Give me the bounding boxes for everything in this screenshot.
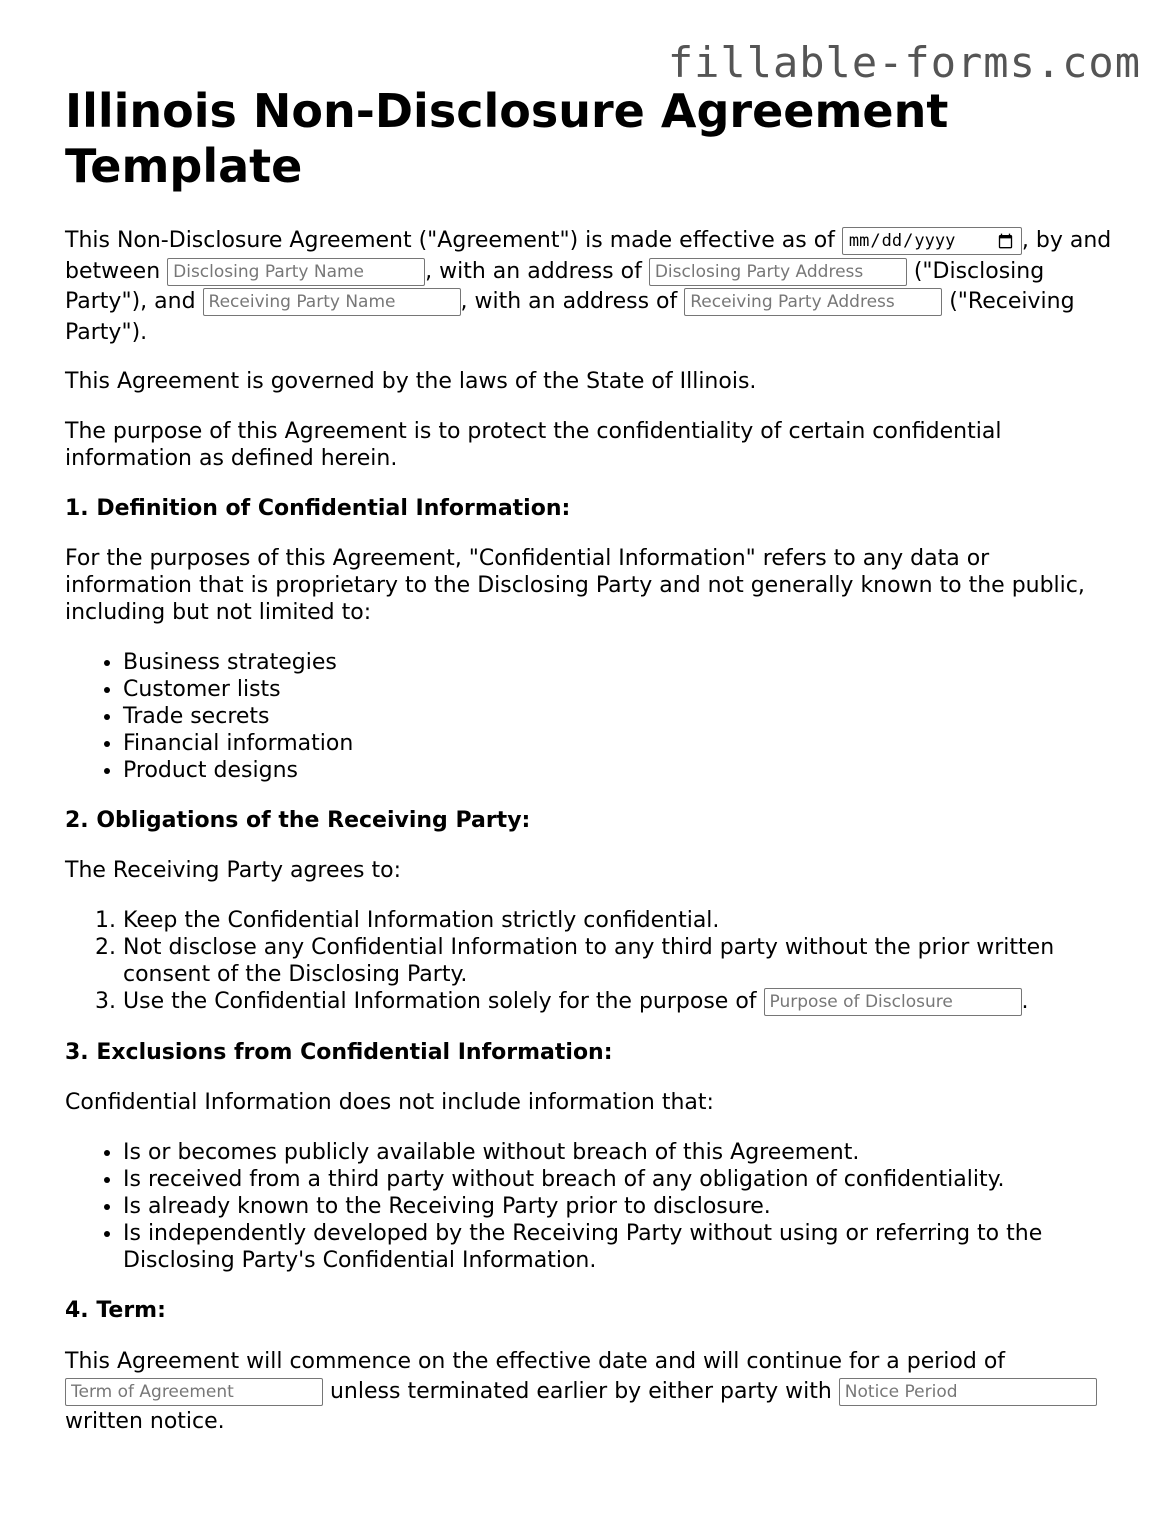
- disclosing-party-address-input[interactable]: [649, 258, 907, 286]
- purpose-clause-text: Use the Confidential Information solely for the purpose of: [123, 989, 764, 1014]
- intro-text-1: This Non-Disclosure Agreement ("Agreement") is made effective as of: [65, 228, 842, 253]
- section-3-heading: 3. Exclusions from Confidential Information:: [65, 1040, 613, 1065]
- confidential-info-list: [65, 649, 1120, 784]
- term-paragraph: [65, 1347, 1120, 1437]
- section-1-text: For the purposes of this Agreement, "Confidential Information" refers to any data or information that is proprietary to the Disclosing Party and not generally known to the public, including but not limited to:: [65, 546, 1085, 625]
- section-3-text: Confidential Information does not include information that:: [65, 1090, 714, 1115]
- list-item: • Customer lists: [123, 676, 1120, 703]
- intro-text-5: , with an address of: [460, 289, 685, 314]
- effective-date-input[interactable]: [842, 227, 1022, 255]
- purpose-text: The purpose of this Agreement is to protect the confidentiality of certain confidential information as defined herein.: [65, 419, 1002, 471]
- intro-text-3: , with an address of: [425, 258, 649, 284]
- receiving-party-address-input[interactable]: [684, 288, 942, 316]
- document-body: [65, 84, 1120, 1460]
- section-4-heading: 4. Term:: [65, 1298, 166, 1323]
- term-text-3: written notice.: [65, 1409, 225, 1434]
- purpose-of-disclosure-input[interactable]: [764, 988, 1022, 1016]
- section-1-heading: 1. Definition of Confidential Information:: [65, 496, 571, 521]
- list-item: • Product designs: [123, 757, 1120, 784]
- watermark: fillable-forms.com: [667, 38, 1141, 87]
- governing-law-text: This Agreement is governed by the laws of the State of Illinois.: [65, 369, 757, 394]
- term-of-agreement-input[interactable]: [65, 1378, 323, 1406]
- obligations-list: [65, 907, 1120, 1016]
- list-item: 1. Keep the Confidential Information strictly confidential.: [123, 907, 1120, 934]
- list-item: • Trade secrets: [123, 703, 1120, 730]
- notice-period-input[interactable]: [839, 1378, 1097, 1406]
- intro-paragraph: [65, 226, 1120, 348]
- list-item: [123, 988, 1120, 1016]
- term-text-1: This Agreement will commence on the effective date and will continue for a period of: [65, 1349, 1006, 1374]
- intro-text-6: ("Receiving Party").: [65, 289, 1075, 345]
- list-item: • Business strategies: [123, 649, 1120, 676]
- list-item: • Financial information: [123, 730, 1120, 757]
- section-2-heading: 2. Obligations of the Receiving Party:: [65, 808, 531, 833]
- purpose-clause-end: .: [1021, 989, 1029, 1014]
- term-text-2: unless terminated earlier by either party with: [323, 1379, 839, 1404]
- intro-text-4: ("Disclosing Party"), and: [65, 258, 1045, 314]
- section-2-text: The Receiving Party agrees to:: [65, 858, 401, 883]
- page-title: Illinois Non-Disclosure Agreement Template: [65, 84, 949, 193]
- list-item: • Is independently developed by the Receiving Party without using or referring to the Disclosing Party's Confidential Information.: [123, 1220, 1120, 1274]
- receiving-party-name-input[interactable]: [203, 288, 461, 316]
- exclusions-list: [65, 1139, 1120, 1274]
- disclosing-party-name-input[interactable]: [167, 258, 425, 286]
- list-item: • Is already known to the Receiving Party prior to disclosure.: [123, 1193, 1120, 1220]
- intro-text-2: , by and between: [65, 228, 1112, 284]
- list-item: • Is or becomes publicly available without breach of this Agreement.: [123, 1139, 1120, 1166]
- list-item: 2. Not disclose any Confidential Information to any third party without the prior written consent of the Disclosing Party.: [123, 934, 1120, 988]
- list-item: • Is received from a third party without breach of any obligation of confidentiality.: [123, 1166, 1120, 1193]
